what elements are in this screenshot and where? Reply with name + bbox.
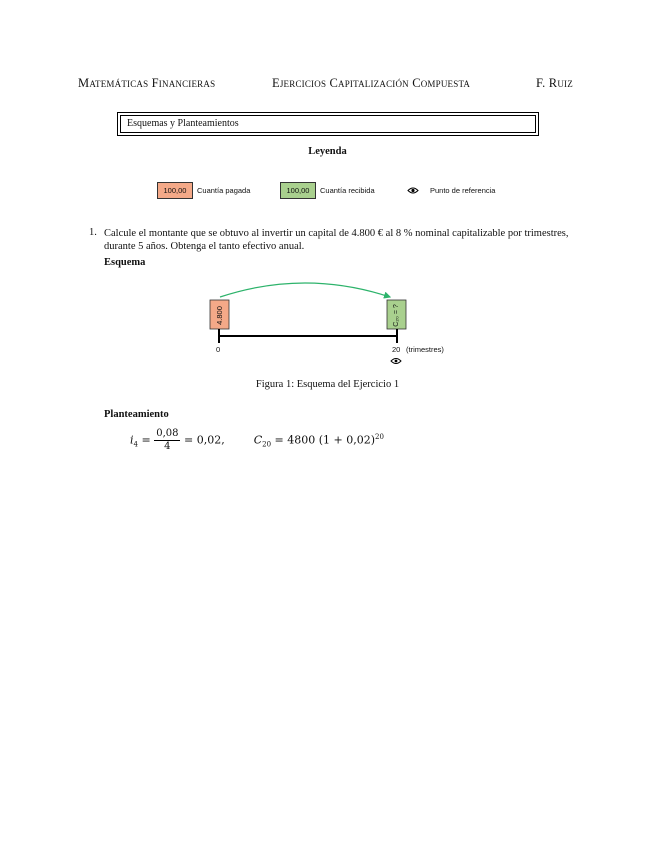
scheme-label: Esquema — [104, 257, 146, 268]
formula-frac-den: 4 — [164, 441, 171, 452]
tick-end-label: 20 — [392, 345, 401, 354]
formula-c-exp: 20 — [375, 432, 384, 441]
received-amount: C₂₀ = ? — [393, 304, 400, 327]
legend-paid-box: 100,00 — [157, 182, 193, 199]
approach-label: Planteamiento — [104, 409, 169, 420]
formula-c-sub: 20 — [262, 440, 272, 449]
formula-i-result: = 0,02, — [183, 433, 225, 447]
formula: $i_4$ = $\frac{0,08}{4}$ = 0,02, $C_{20} = 4800$ $(1 + 0,02)^{20}$ — [130, 428, 384, 452]
formula-fraction — [154, 428, 180, 453]
header-center — [272, 76, 470, 91]
legend-paid-label: Cuantía pagada — [197, 186, 251, 195]
flow-arrow — [220, 283, 390, 297]
header-right — [536, 76, 573, 91]
legend-received-box: 100,00 — [280, 182, 316, 199]
formula-c-expr: = 4800 (1 + 0,02) — [274, 433, 376, 447]
header-left — [78, 76, 215, 91]
formula-i: i — [130, 433, 134, 447]
scheme-diagram — [200, 275, 460, 375]
unit-label: (trimestres) — [406, 345, 444, 354]
legend-received-label: Cuantía recibida — [320, 186, 375, 195]
section-box — [117, 112, 539, 136]
paid-amount: 4.800 — [215, 306, 224, 325]
header-left-text: Matemáticas Financieras — [78, 76, 216, 90]
section-title: Esquemas y Planteamientos — [120, 115, 536, 133]
formula-i-sub: 4 — [133, 440, 138, 449]
header-center-text: Ejercicios Capitalización Compuesta — [272, 76, 471, 90]
header-right-text: F. Ruiz — [536, 76, 573, 90]
formula-frac-num: 0,08 — [156, 428, 179, 439]
formula-c: C — [253, 433, 263, 447]
eye-icon — [407, 186, 419, 195]
received-amount-wrap — [387, 301, 406, 330]
figure-caption: Figura 1: Esquema del Ejercicio 1 — [255, 379, 400, 390]
legend-title: Leyenda — [308, 146, 347, 157]
tick-start-label: 0 — [216, 345, 221, 354]
exercise-text: Calcule el montante que se obtuvo al invertir un capital de 4.800 € al 8 % nominal capitalizable por trimestres, durante 5 años. Obtenga el tanto efectivo anual. — [104, 228, 569, 252]
paid-amount-wrap — [210, 301, 229, 330]
exercise-number: 1. — [89, 227, 97, 238]
legend-reference-label: Punto de referencia — [430, 186, 496, 195]
